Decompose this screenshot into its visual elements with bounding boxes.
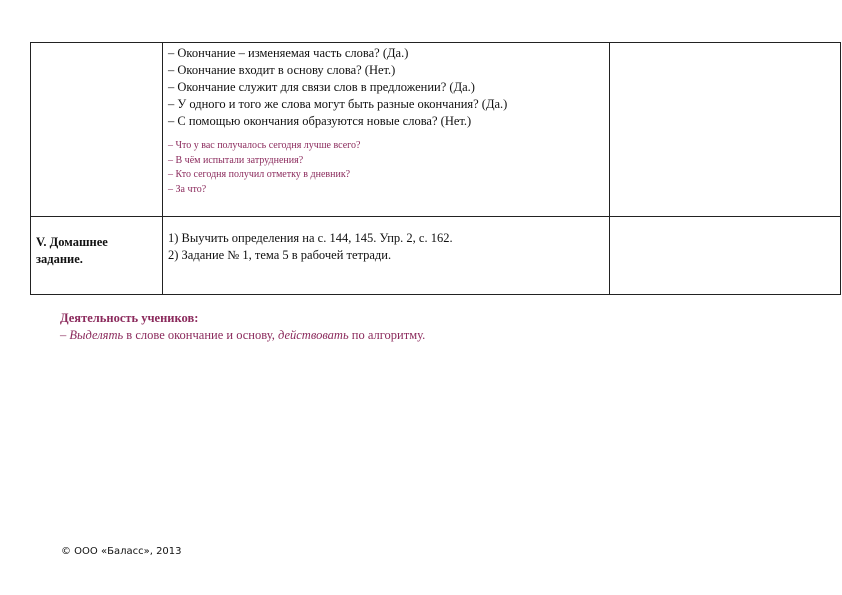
reflection-list	[163, 130, 609, 197]
question-item: – Окончание служит для связи слов в предложении? (Да.)	[168, 80, 475, 94]
activity-verb: действовать	[277, 328, 349, 342]
stage-title	[31, 217, 162, 268]
content-cell-homework	[163, 217, 610, 295]
activity-text-part: по алгоритму.	[348, 328, 426, 342]
activity-text-part: в слове окончание и основу,	[123, 328, 278, 342]
question-item: – Окончание – изменяемая часть слова? (Да.)	[168, 46, 409, 60]
question-item: – С помощью окончания образуются новые слова? (Нет.)	[168, 114, 472, 128]
question-item: – У одного и того же слова могут быть разные окончания? (Да.)	[168, 97, 508, 111]
homework-item: 1) Выучить определения на с. 144, 145. Упр. 2, с. 162.	[168, 231, 453, 245]
homework-item: 2) Задание № 1, тема 5 в рабочей тетради.	[168, 248, 392, 262]
reflection-item: – Что у вас получалось сегодня лучше всего?	[168, 140, 361, 151]
student-activity	[60, 310, 425, 344]
lesson-plan-table	[30, 42, 841, 295]
activity-text	[60, 327, 425, 344]
content-cell-questions	[163, 43, 610, 217]
homework-list	[163, 217, 609, 264]
question-item: – Окончание входит в основу слова? (Нет.)	[168, 63, 396, 77]
stage-cell-homework	[31, 217, 163, 295]
notes-cell-empty	[610, 217, 841, 295]
activity-verb: Выделять	[69, 328, 124, 342]
question-list	[163, 43, 609, 130]
activity-title: Деятельность учеников:	[60, 311, 199, 325]
notes-cell-empty	[610, 43, 841, 217]
stage-title-line: задание.	[36, 252, 83, 266]
stage-title-line: V. Домашнее	[36, 235, 108, 249]
reflection-item: – За что?	[168, 183, 207, 195]
table-row-questions	[31, 43, 841, 217]
table-row-homework	[31, 217, 841, 295]
activity-prefix: –	[60, 328, 70, 342]
stage-cell-empty	[31, 43, 163, 217]
reflection-item: – В чём испытали затруднения?	[168, 154, 304, 166]
reflection-item: – Кто сегодня получил отметку в дневник?	[168, 169, 351, 180]
copyright-footer: © ООО «Баласс», 2013	[61, 546, 182, 557]
